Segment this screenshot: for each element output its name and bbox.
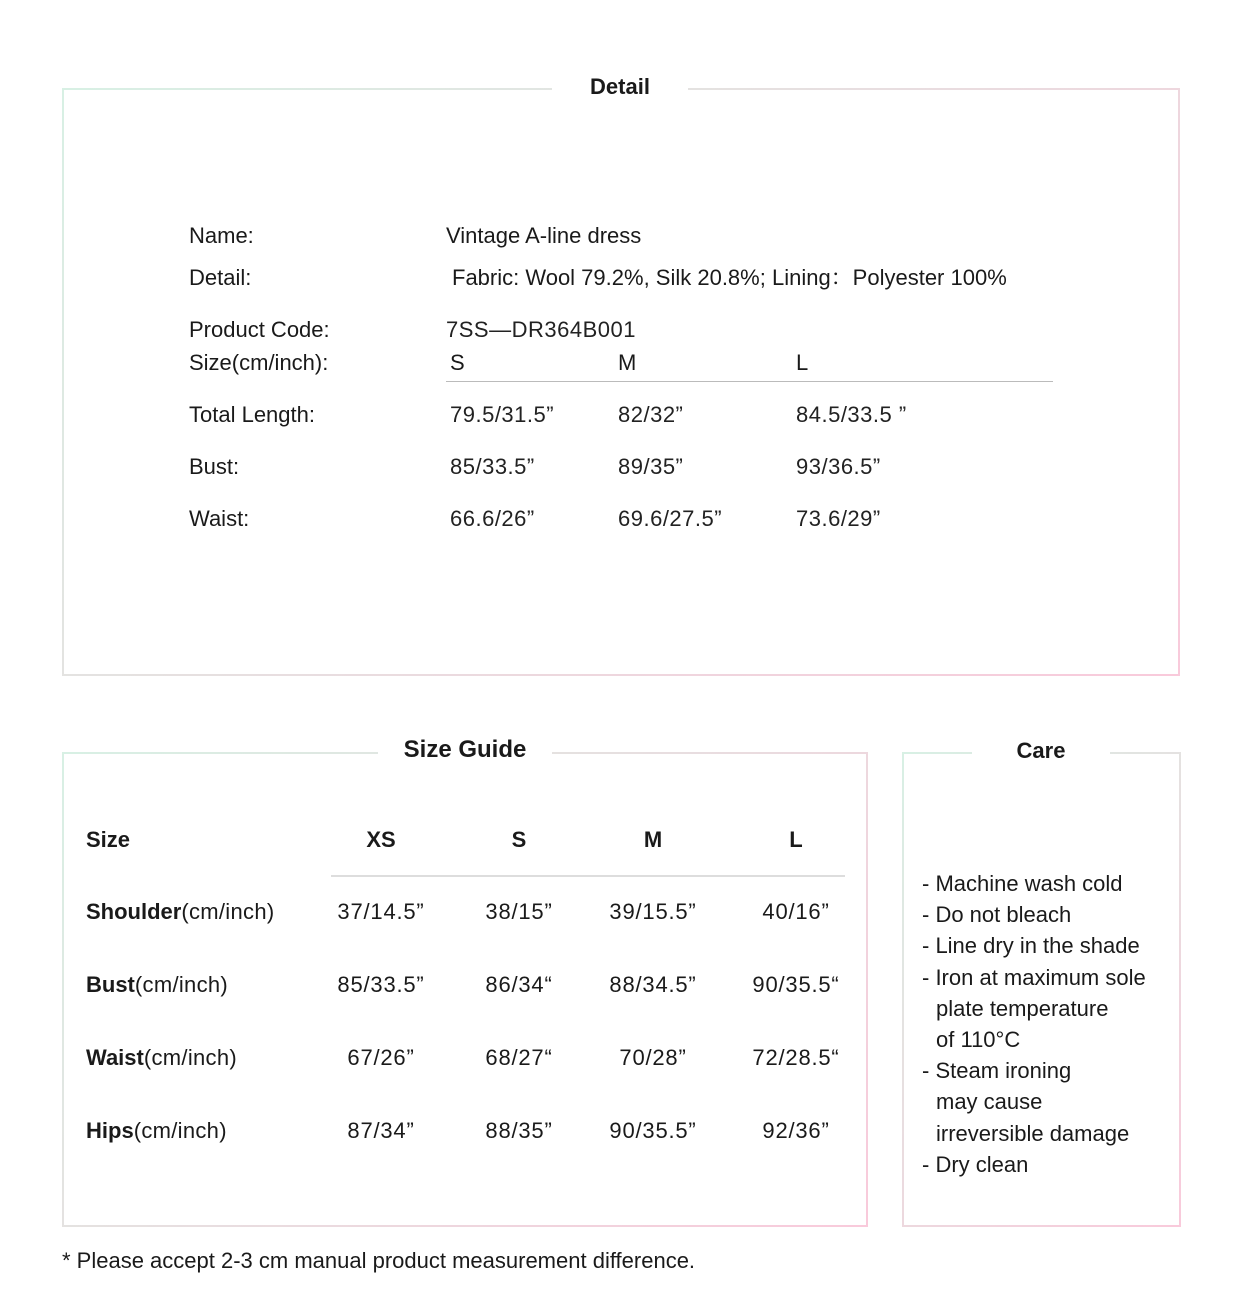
size-guide-cell: 39/15.5” [609, 899, 697, 924]
size-guide-cell: 67/26” [347, 1045, 415, 1070]
size-guide-row-label: Shoulder(cm/inch) [86, 899, 275, 924]
detail-title: Detail [552, 76, 688, 98]
size-unit-label: Size(cm/inch): [189, 350, 329, 375]
size-guide-header: S [511, 827, 527, 852]
detail-panel [62, 88, 1180, 676]
detail-cell: 82/32” [618, 402, 684, 427]
size-guide-row-label: Waist(cm/inch) [86, 1045, 238, 1070]
care-line: plate temperature [936, 995, 1109, 1021]
name-label: Name: [189, 223, 254, 248]
care-line: - Dry clean [922, 1151, 1029, 1177]
size-guide-header: XS [366, 827, 396, 852]
care-title: Care [972, 740, 1110, 762]
measurement-footnote: * Please accept 2-3 cm manual product measurement difference. [62, 1248, 696, 1273]
detail-size-l: L [796, 350, 809, 375]
size-guide-cell: 70/28” [619, 1045, 687, 1070]
detail-row-label: Total Length: [189, 402, 315, 427]
size-guide-cell: 88/35” [485, 1118, 553, 1143]
detail-cell: 73.6/29” [796, 506, 881, 531]
detail-cell: 66.6/26” [450, 506, 535, 531]
care-line: - Line dry in the shade [922, 933, 1140, 959]
size-guide-cell: 72/28.5“ [752, 1045, 840, 1070]
detail-cell: 69.6/27.5” [618, 506, 723, 531]
product-code-value: 7SS—DR364B001 [446, 317, 636, 342]
size-guide-cell: 37/14.5” [337, 899, 425, 924]
product-code-label: Product Code: [189, 317, 330, 342]
size-guide-cell: 68/27“ [485, 1045, 553, 1070]
detail-size-s: S [450, 350, 465, 375]
size-guide-header: L [789, 827, 803, 852]
detail-label: Detail: [189, 265, 252, 290]
size-guide-cell: 38/15” [485, 899, 553, 924]
care-line: - Iron at maximum sole [922, 964, 1146, 990]
care-line: irreversible damage [936, 1120, 1130, 1146]
detail-row-label: Waist: [189, 506, 250, 531]
care-line: of 110°C [936, 1027, 1021, 1053]
size-guide-cell: 90/35.5” [609, 1118, 697, 1143]
size-guide-cell: 40/16” [762, 899, 830, 924]
size-guide-header: M [643, 827, 663, 852]
care-line: may cause [936, 1089, 1043, 1115]
detail-cell: 93/36.5” [796, 454, 881, 479]
size-guide-cell: 85/33.5” [337, 972, 425, 997]
detail-row-label: Bust: [189, 454, 240, 479]
size-guide-cell: 87/34” [347, 1118, 415, 1143]
size-guide-title: Size Guide [378, 738, 552, 762]
care-line: - Do not bleach [922, 902, 1072, 928]
size-guide-header-size: Size [86, 827, 131, 852]
size-guide-row-label: Hips(cm/inch) [86, 1118, 227, 1143]
detail-size-m: M [618, 350, 637, 375]
detail-cell: 85/33.5” [450, 454, 535, 479]
size-guide-row-label: Bust(cm/inch) [86, 972, 229, 997]
detail-cell: 79.5/31.5” [450, 402, 555, 427]
size-guide-cell: 92/36” [762, 1118, 830, 1143]
size-guide-cell: 90/35.5“ [752, 972, 840, 997]
care-line: - Steam ironing [922, 1058, 1072, 1084]
detail-value: Fabric: Wool 79.2%, Silk 20.8%; Lining：Polyester 100% [452, 265, 1007, 290]
detail-cell: 84.5/33.5 ” [796, 402, 907, 427]
size-guide-cell: 86/34“ [485, 972, 553, 997]
size-guide-cell: 88/34.5” [609, 972, 697, 997]
name-value: Vintage A-line dress [446, 223, 642, 248]
detail-cell: 89/35” [618, 454, 684, 479]
detail-divider [446, 381, 1053, 382]
care-line: - Machine wash cold [922, 871, 1123, 896]
care-list [922, 868, 1146, 1180]
size-guide-divider [331, 875, 845, 877]
